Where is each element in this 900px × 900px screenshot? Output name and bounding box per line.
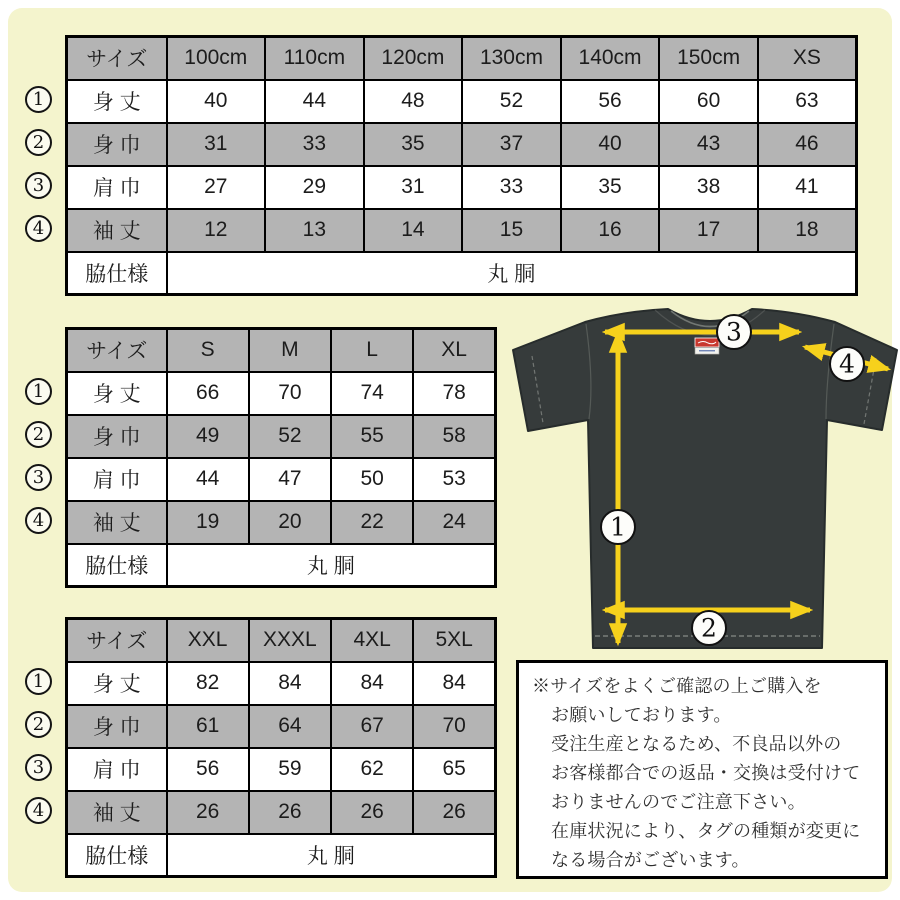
size-value-cell: 43: [659, 123, 758, 166]
size-value-cell: 17: [659, 209, 758, 252]
size-value-cell: 70: [413, 705, 495, 748]
purchase-note: [516, 660, 888, 879]
size-value-cell: 52: [462, 80, 561, 123]
size-value-cell: 67: [331, 705, 413, 748]
size-value-cell: 38: [659, 166, 758, 209]
row-label: 袖 丈: [67, 791, 167, 834]
size-value-cell: 46: [758, 123, 857, 166]
column-header-100cm: 100cm: [167, 37, 266, 80]
size-value-cell: 19: [167, 501, 249, 544]
row-label: 肩 巾: [67, 166, 167, 209]
size-value-cell: 18: [758, 209, 857, 252]
brand-tag: [695, 338, 719, 354]
row-marker-circle-3: 3: [25, 754, 52, 781]
size-value-cell: 15: [462, 209, 561, 252]
tshirt-measurement-diagram: [505, 302, 900, 658]
size-value-cell: 56: [167, 748, 249, 791]
column-header-XL: XL: [413, 329, 495, 372]
size-value-cell: 13: [265, 209, 364, 252]
size-value-cell: 44: [265, 80, 364, 123]
row-marker-circle-3: 3: [25, 172, 52, 199]
row-label: 袖 丈: [67, 501, 167, 544]
size-value-cell: 56: [561, 80, 660, 123]
size-header-corner: サイズ: [67, 329, 167, 372]
side-spec-value: 丸 胴: [167, 544, 496, 587]
row-label: 肩 巾: [67, 748, 167, 791]
column-header-XXL: XXL: [167, 619, 249, 662]
column-header-S: S: [167, 329, 249, 372]
row-marker-circle-2: 2: [25, 129, 52, 156]
row-label: 肩 巾: [67, 458, 167, 501]
row-label: 袖 丈: [67, 209, 167, 252]
side-spec-label: 脇仕様: [67, 252, 167, 295]
size-value-cell: 31: [167, 123, 266, 166]
row-label: 身 巾: [67, 705, 167, 748]
size-value-cell: 12: [167, 209, 266, 252]
row-marker-circle-4: 4: [25, 507, 52, 534]
size-value-cell: 26: [249, 791, 331, 834]
size-value-cell: 60: [659, 80, 758, 123]
size-value-cell: 84: [413, 662, 495, 705]
size-value-cell: 78: [413, 372, 495, 415]
column-header-5XL: 5XL: [413, 619, 495, 662]
note-line-5: おりませんのでご注意下さい。: [551, 792, 806, 812]
size-value-cell: 33: [265, 123, 364, 166]
size-value-cell: 50: [331, 458, 413, 501]
size-value-cell: 41: [758, 166, 857, 209]
column-header-130cm: 130cm: [462, 37, 561, 80]
column-header-4XL: 4XL: [331, 619, 413, 662]
row-label: 身 丈: [67, 80, 167, 123]
size-value-cell: 66: [167, 372, 249, 415]
row-marker-circle-1: 1: [25, 378, 52, 405]
size-table-kids: [65, 35, 858, 296]
size-value-cell: 14: [364, 209, 463, 252]
size-value-cell: 63: [758, 80, 857, 123]
size-value-cell: 29: [265, 166, 364, 209]
row-marker-circle-4: 4: [25, 797, 52, 824]
row-markers-big-table: [25, 668, 52, 840]
size-value-cell: 47: [249, 458, 331, 501]
row-marker-circle-2: 2: [25, 711, 52, 738]
column-header-120cm: 120cm: [364, 37, 463, 80]
note-line-7: なる場合がございます。: [551, 850, 750, 870]
size-value-cell: 40: [167, 80, 266, 123]
size-value-cell: 70: [249, 372, 331, 415]
size-value-cell: 64: [249, 705, 331, 748]
size-value-cell: 61: [167, 705, 249, 748]
diagram-marker-3: 3: [726, 317, 742, 347]
side-spec-value: 丸 胴: [167, 252, 857, 295]
size-value-cell: 74: [331, 372, 413, 415]
size-value-cell: 65: [413, 748, 495, 791]
size-value-cell: 26: [167, 791, 249, 834]
size-value-cell: 49: [167, 415, 249, 458]
row-marker-circle-1: 1: [25, 668, 52, 695]
size-value-cell: 20: [249, 501, 331, 544]
size-value-cell: 84: [331, 662, 413, 705]
note-line-1: ※サイズをよくご確認の上ご購入を: [532, 676, 822, 696]
size-value-cell: 35: [364, 123, 463, 166]
row-label: 身 巾: [67, 123, 167, 166]
row-marker-circle-1: 1: [25, 86, 52, 113]
column-header-XXXL: XXXL: [249, 619, 331, 662]
size-value-cell: 37: [462, 123, 561, 166]
size-header-corner: サイズ: [67, 37, 167, 80]
size-value-cell: 84: [249, 662, 331, 705]
note-line-6: 在庫状況により、タグの種類が変更に: [551, 821, 861, 841]
size-value-cell: 62: [331, 748, 413, 791]
size-value-cell: 48: [364, 80, 463, 123]
column-header-110cm: 110cm: [265, 37, 364, 80]
row-label: 身 丈: [67, 662, 167, 705]
size-value-cell: 16: [561, 209, 660, 252]
size-value-cell: 59: [249, 748, 331, 791]
row-marker-circle-4: 4: [25, 215, 52, 242]
size-value-cell: 22: [331, 501, 413, 544]
row-label: 身 丈: [67, 372, 167, 415]
side-spec-value: 丸 胴: [167, 834, 496, 877]
size-value-cell: 53: [413, 458, 495, 501]
diagram-marker-1: 1: [610, 512, 626, 542]
side-spec-label: 脇仕様: [67, 544, 167, 587]
side-spec-label: 脇仕様: [67, 834, 167, 877]
size-value-cell: 58: [413, 415, 495, 458]
size-value-cell: 52: [249, 415, 331, 458]
column-header-150cm: 150cm: [659, 37, 758, 80]
size-value-cell: 35: [561, 166, 660, 209]
size-table-big: [65, 617, 497, 878]
diagram-marker-2: 2: [701, 613, 717, 643]
size-value-cell: 24: [413, 501, 495, 544]
size-value-cell: 55: [331, 415, 413, 458]
size-value-cell: 27: [167, 166, 266, 209]
size-value-cell: 82: [167, 662, 249, 705]
column-header-140cm: 140cm: [561, 37, 660, 80]
size-value-cell: 44: [167, 458, 249, 501]
size-value-cell: 26: [413, 791, 495, 834]
row-marker-circle-3: 3: [25, 464, 52, 491]
column-header-XS: XS: [758, 37, 857, 80]
note-line-3: 受注生産となるため、不良品以外の: [551, 734, 842, 754]
note-line-2: お願いしております。: [551, 705, 732, 725]
size-value-cell: 40: [561, 123, 660, 166]
note-line-4: お客様都合での返品・交換は受付けて: [551, 763, 861, 783]
column-header-M: M: [249, 329, 331, 372]
row-markers-adult-table: [25, 378, 52, 550]
size-value-cell: 26: [331, 791, 413, 834]
size-table-adult: [65, 327, 497, 588]
column-header-L: L: [331, 329, 413, 372]
diagram-marker-4: 4: [839, 349, 855, 379]
row-marker-circle-2: 2: [25, 421, 52, 448]
row-label: 身 巾: [67, 415, 167, 458]
size-value-cell: 31: [364, 166, 463, 209]
size-header-corner: サイズ: [67, 619, 167, 662]
size-value-cell: 33: [462, 166, 561, 209]
row-markers-kids-table: [25, 86, 52, 258]
